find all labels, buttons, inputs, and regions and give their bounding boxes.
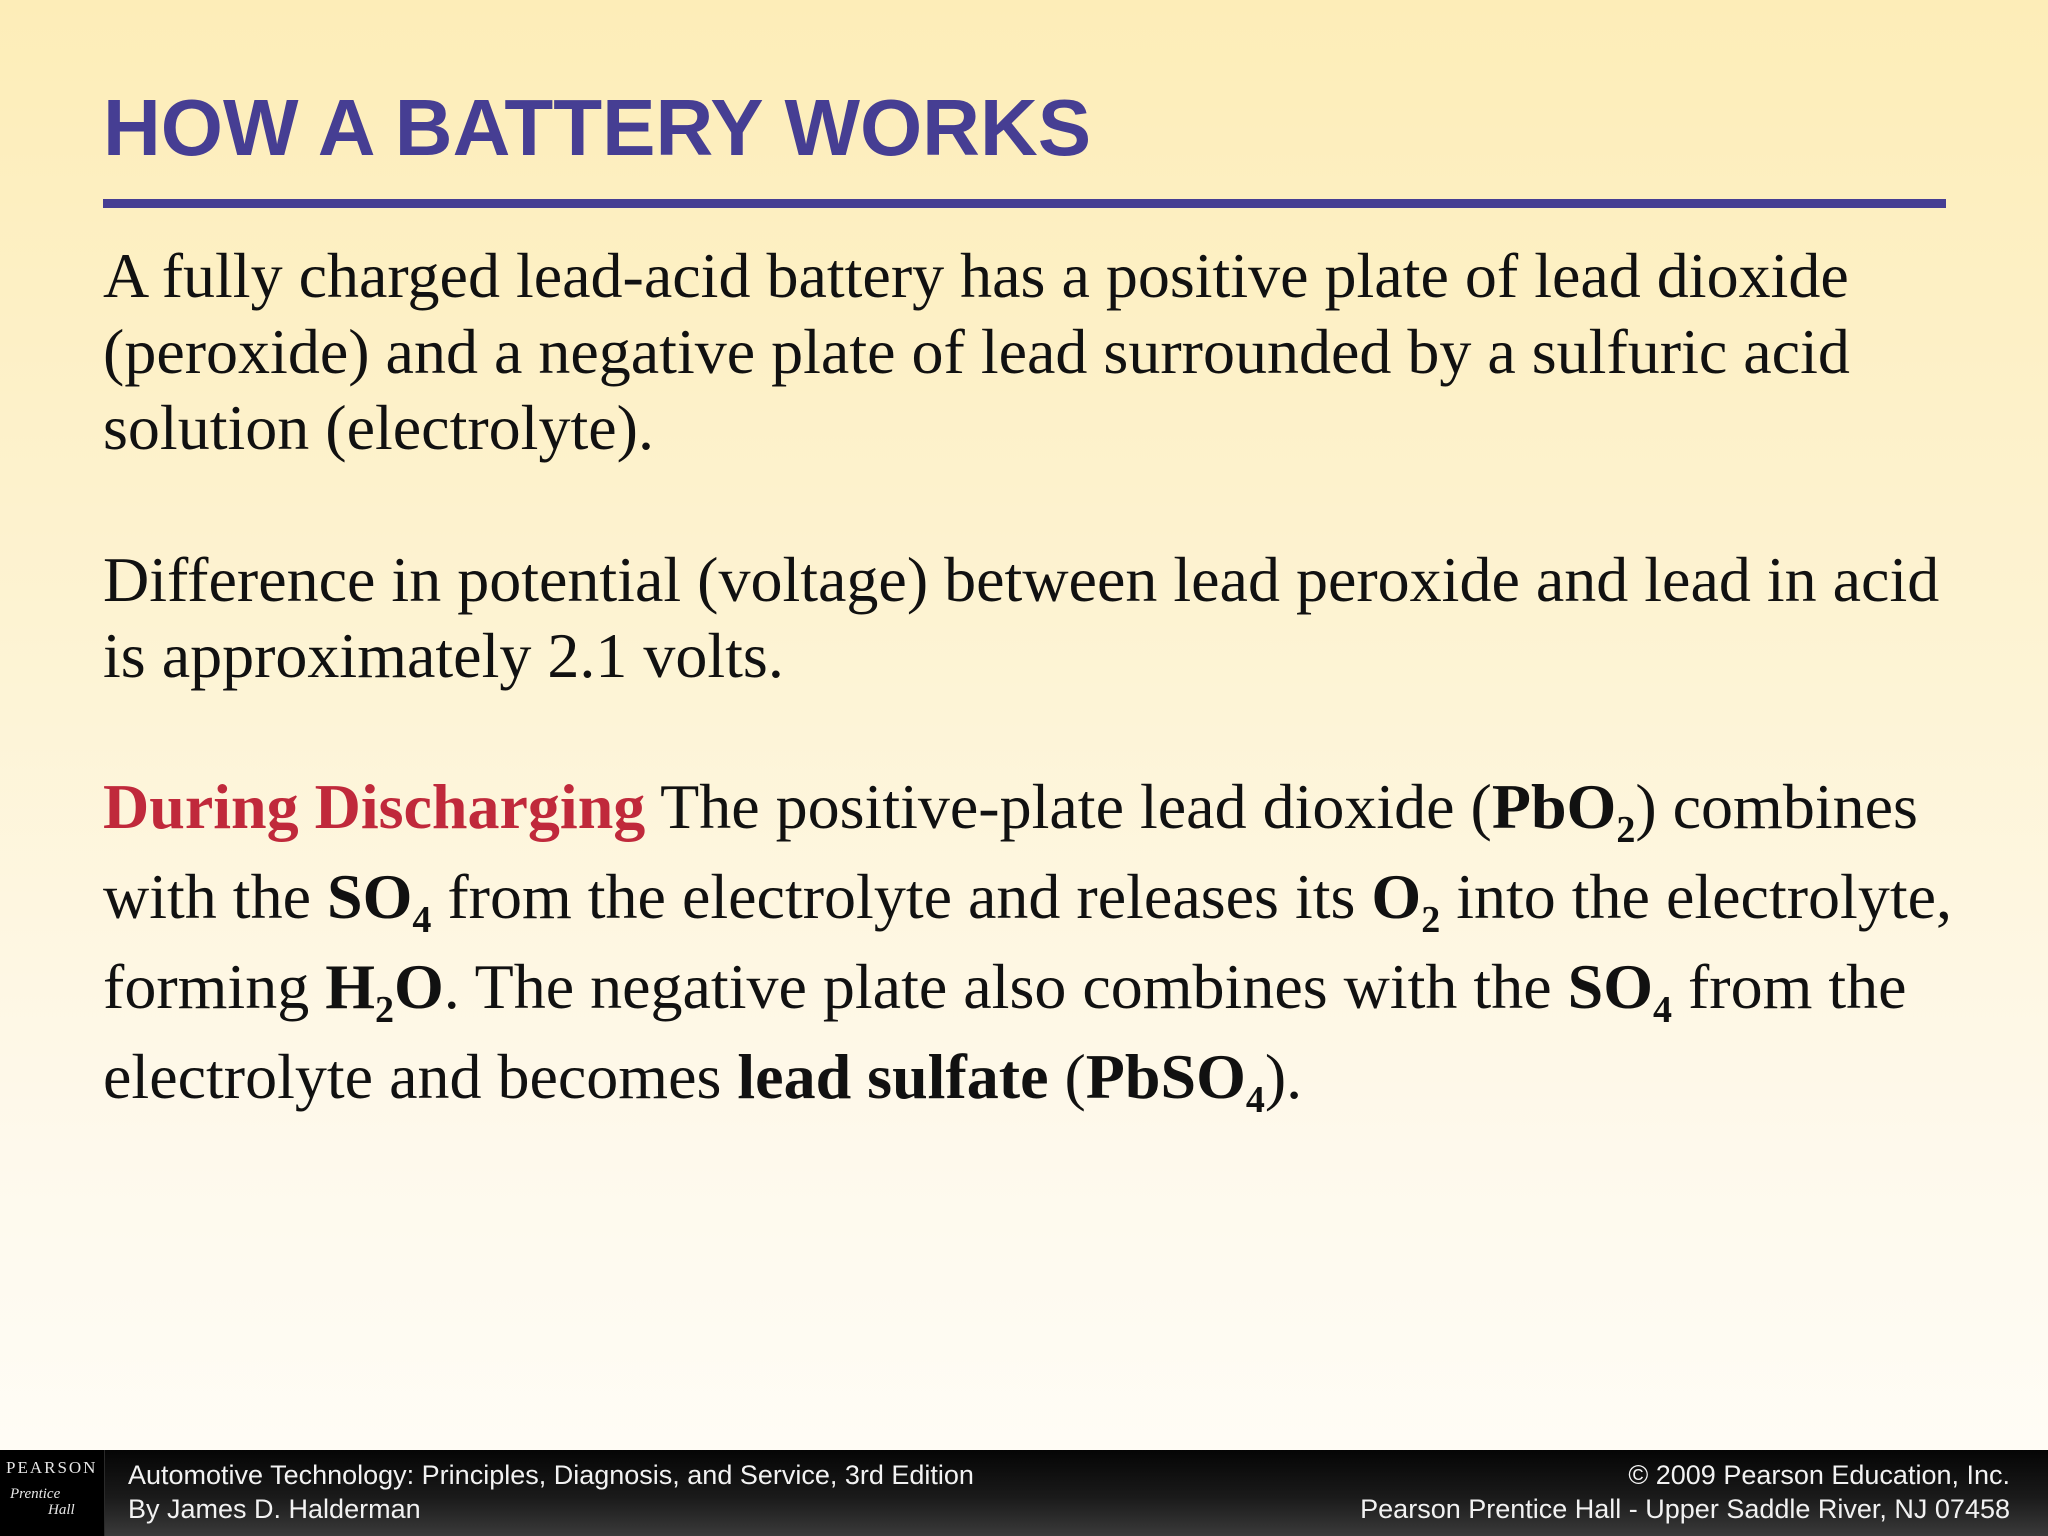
logo-imprint-line-1: Prentice bbox=[10, 1486, 61, 1502]
discharging-text-8: ). bbox=[1264, 1041, 1303, 1112]
paragraph-voltage: Difference in potential (voltage) between lead peroxide and lead in acid is approximately 2.1 volts. bbox=[103, 544, 1940, 691]
discharging-text-1: The positive-plate lead dioxide ( bbox=[645, 771, 1492, 842]
formula-h2o-h: H bbox=[325, 951, 375, 1022]
paragraph-lead-acid-battery: A fully charged lead-acid battery has a positive plate of lead dioxide (peroxide) and a negative plate of lead surrounded by a sulfuric acid solution (electrolyte). bbox=[103, 240, 1850, 463]
formula-so4-subscript: 4 bbox=[412, 899, 432, 941]
formula-so4-second bbox=[1567, 951, 1672, 1031]
discharging-text-7: ( bbox=[1048, 1041, 1086, 1112]
title-rule bbox=[103, 199, 1946, 208]
footer-bar bbox=[0, 1450, 2048, 1536]
formula-so4 bbox=[326, 861, 432, 941]
footer-publisher: Pearson Prentice Hall - Upper Saddle River, NJ 07458 bbox=[1360, 1494, 2010, 1524]
formula-pbso4-base: PbSO bbox=[1085, 1041, 1246, 1112]
lead-sulfate-term: lead sulfate bbox=[737, 1041, 1049, 1112]
logo-imprint bbox=[10, 1486, 75, 1518]
formula-pbo2-subscript: 2 bbox=[1616, 809, 1636, 851]
during-discharging-term: During Discharging bbox=[103, 771, 646, 842]
footer-copyright: © 2009 Pearson Education, Inc. bbox=[1628, 1460, 2010, 1490]
formula-h2o-subscript: 2 bbox=[374, 989, 394, 1031]
formula-o2-subscript: 2 bbox=[1421, 899, 1441, 941]
discharging-text-3: from the electrolyte and releases its bbox=[431, 861, 1372, 932]
formula-h2o-o: O bbox=[393, 951, 444, 1022]
paragraph-discharging bbox=[103, 762, 1983, 1122]
discharging-text-4: into the electrolyte, forming bbox=[103, 861, 1952, 1022]
pearson-logo bbox=[0, 1450, 105, 1536]
slide-title: HOW A BATTERY WORKS bbox=[103, 83, 1092, 172]
formula-pbo2-base: PbO bbox=[1491, 771, 1617, 842]
footer-author: By James D. Halderman bbox=[128, 1494, 421, 1524]
formula-h2o bbox=[325, 951, 444, 1031]
discharging-text-2: ) combines with the bbox=[103, 771, 1918, 932]
formula-so4-second-base: SO bbox=[1567, 951, 1653, 1022]
formula-o2 bbox=[1371, 861, 1441, 941]
logo-imprint-line-2: Hall bbox=[48, 1502, 75, 1518]
formula-pbso4 bbox=[1085, 1041, 1265, 1121]
formula-pbso4-subscript: 4 bbox=[1245, 1079, 1265, 1121]
logo-brand: PEARSON bbox=[6, 1458, 98, 1477]
discharging-text-5: . The negative plate also combines with the bbox=[443, 951, 1568, 1022]
formula-so4-second-subscript: 4 bbox=[1652, 989, 1672, 1031]
discharging-text-6: from the electrolyte and becomes bbox=[103, 951, 1907, 1112]
formula-so4-base: SO bbox=[326, 861, 413, 932]
formula-o2-base: O bbox=[1371, 861, 1422, 932]
formula-pbo2 bbox=[1491, 771, 1636, 851]
footer-book-title: Automotive Technology: Principles, Diagnosis, and Service, 3rd Edition bbox=[128, 1460, 974, 1490]
